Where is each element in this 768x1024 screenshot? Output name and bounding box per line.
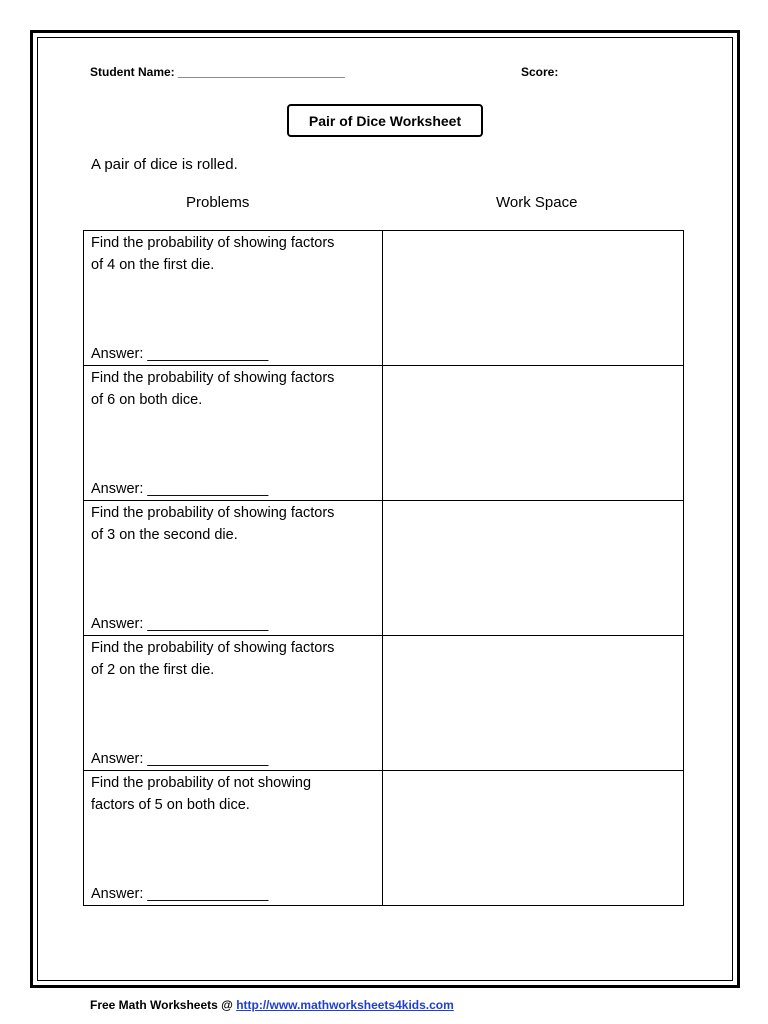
- problem-line: of 4 on the first die.: [91, 257, 215, 273]
- work-space-cell: [383, 366, 684, 501]
- problem-line: Find the probability of not showing: [91, 775, 312, 791]
- intro-text: A pair of dice is rolled.: [91, 156, 238, 173]
- problem-text: [91, 772, 376, 816]
- answer-line: Answer: _______________: [91, 751, 269, 767]
- answer-line: Answer: _______________: [91, 346, 269, 362]
- problem-cell: [84, 636, 383, 771]
- problem-text: [91, 367, 376, 411]
- problem-line: factors of 5 on both dice.: [91, 797, 250, 813]
- problems-column-header: Problems: [186, 194, 250, 211]
- footer-link[interactable]: http://www.mathworksheets4kids.com: [236, 998, 454, 1012]
- problem-cell: [84, 771, 383, 906]
- problem-line: Find the probability of showing factors: [91, 640, 335, 656]
- problem-line: of 6 on both dice.: [91, 392, 203, 408]
- footer-label: Free Math Worksheets @: [90, 998, 237, 1012]
- problem-cell: [84, 366, 383, 501]
- table-row: [84, 501, 684, 636]
- work-space-cell: [383, 231, 684, 366]
- worksheet-title: Pair of Dice Worksheet: [287, 104, 483, 137]
- answer-line: Answer: _______________: [91, 886, 269, 902]
- answer-line: Answer: _______________: [91, 616, 269, 632]
- problem-line: of 3 on the second die.: [91, 527, 238, 543]
- problem-cell: [84, 231, 383, 366]
- answer-line: Answer: _______________: [91, 481, 269, 497]
- problem-line: Find the probability of showing factors: [91, 370, 335, 386]
- problems-table: [83, 230, 684, 906]
- footer: [90, 998, 454, 1012]
- problem-text: [91, 502, 376, 546]
- table-row: [84, 366, 684, 501]
- problem-text: [91, 637, 376, 681]
- work-space-column-header: Work Space: [496, 194, 578, 211]
- work-space-cell: [383, 501, 684, 636]
- problem-line: Find the probability of showing factors: [91, 235, 335, 251]
- table-row: [84, 231, 684, 366]
- work-space-cell: [383, 771, 684, 906]
- work-space-cell: [383, 636, 684, 771]
- problem-cell: [84, 501, 383, 636]
- student-name-field: Student Name: _________________________: [90, 65, 345, 79]
- score-field: Score:: [521, 65, 559, 79]
- problem-line: Find the probability of showing factors: [91, 505, 335, 521]
- problem-text: [91, 232, 376, 276]
- problem-line: of 2 on the first die.: [91, 662, 215, 678]
- table-row: [84, 771, 684, 906]
- table-row: [84, 636, 684, 771]
